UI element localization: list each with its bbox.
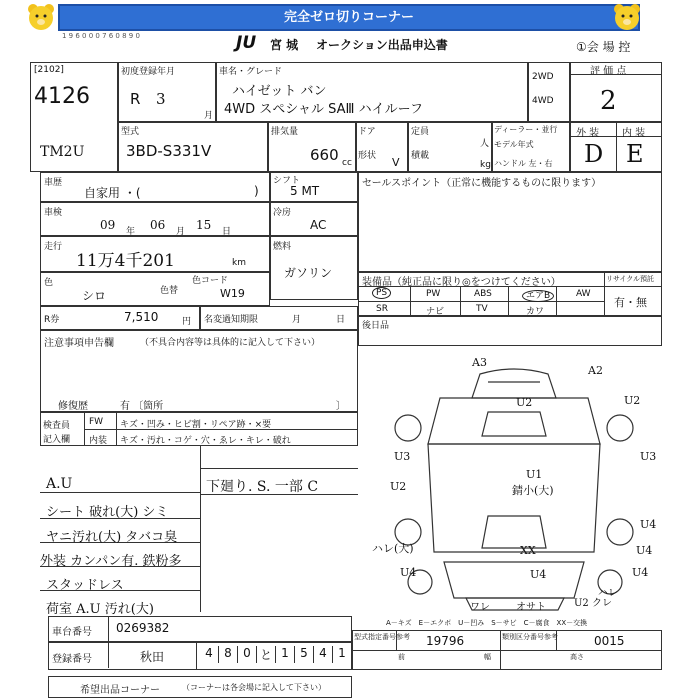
handle-label: ハンドル 左・右 bbox=[494, 159, 553, 168]
equip-pw: PW bbox=[426, 289, 441, 299]
org-name: 宮 城 bbox=[270, 38, 299, 52]
ticket-value: 7,510 bbox=[124, 310, 159, 324]
ticket-unit: 円 bbox=[182, 317, 192, 327]
first-reg-era: R bbox=[130, 90, 141, 108]
equip-airbag: エアB bbox=[522, 290, 554, 302]
displacement-value: 660 bbox=[310, 146, 339, 164]
ju-logo: JU bbox=[236, 33, 257, 53]
equip-abs: ABS bbox=[474, 289, 492, 299]
ticket-cell bbox=[40, 306, 200, 330]
type-label: 型式 bbox=[121, 127, 140, 137]
shape-value: V bbox=[392, 156, 400, 169]
inspection-year: 09 bbox=[100, 218, 116, 232]
capacity-label: 定員 bbox=[411, 127, 430, 137]
corner-label: 希望出品コーナー bbox=[80, 685, 160, 696]
fw-checklist: キズ・凹み・ヒビ割・リペア跡・×要 bbox=[120, 420, 272, 430]
inspector-label: 検査員 bbox=[43, 421, 71, 431]
ref-col: 前 bbox=[398, 653, 405, 661]
tax-label: 名変過知期限 bbox=[204, 315, 259, 325]
ref-col: 高さ bbox=[570, 653, 584, 661]
venue-copy: ①会 場 控 bbox=[576, 40, 631, 54]
color-change-label: 色替 bbox=[160, 286, 179, 296]
notice-note: （不具合内容等は具体的に記入して下さい） bbox=[140, 338, 321, 348]
damage-mark: ワレ bbox=[470, 602, 490, 613]
type-value: 3BD-S331V bbox=[126, 142, 212, 160]
plate-digit: 4 bbox=[200, 646, 219, 663]
shift-value: 5 MT bbox=[290, 184, 320, 198]
ref-col: 幅 bbox=[484, 653, 491, 661]
model-name: ハイゼット バン bbox=[232, 84, 327, 99]
load-label: 積載 bbox=[411, 151, 430, 161]
recycle-value: 有・無 bbox=[614, 296, 647, 309]
aircon-label: 冷房 bbox=[273, 208, 292, 218]
inspection-y: 年 bbox=[126, 227, 136, 237]
category-cell bbox=[40, 172, 270, 202]
inspection-day: 15 bbox=[196, 218, 212, 232]
drive-cell bbox=[528, 62, 570, 122]
damage-mark: U2 bbox=[390, 480, 407, 493]
fuel-label: 燃料 bbox=[273, 242, 292, 252]
fw-label: FW bbox=[89, 417, 104, 427]
plate-digit: 1 bbox=[338, 646, 346, 660]
shape-label: 形状 bbox=[358, 151, 377, 161]
corner-note: （コーナーは各会場に記入して下さい） bbox=[182, 683, 326, 692]
bear-mascot-icon bbox=[612, 2, 642, 32]
lot-number: 4126 bbox=[34, 84, 90, 109]
plate-digit: 4 bbox=[314, 646, 333, 663]
repair-label: 修復歴 bbox=[58, 401, 88, 412]
int-checklist: キズ・汚れ・コゲ・穴・ゑレ・キレ・破れ bbox=[120, 436, 291, 446]
notice-label: 注意事項申告欄 bbox=[44, 338, 114, 349]
tiny-digits: 1 9 6 0 0 0 7 6 0 8 9 0 bbox=[62, 32, 140, 40]
sales-label: セールスポイント（正常に機能するものに限ります） bbox=[362, 178, 602, 189]
lot-code: [2102] bbox=[34, 65, 64, 75]
mileage-label: 走行 bbox=[44, 242, 63, 252]
ref-value: 19796 bbox=[426, 634, 465, 648]
damage-mark: 錆小(大) bbox=[512, 484, 554, 497]
inspection-d: 日 bbox=[222, 227, 232, 237]
drive-4wd: 4WD bbox=[532, 96, 554, 106]
category-label: 車歴 bbox=[44, 178, 63, 188]
damage-mark: XX bbox=[520, 544, 536, 557]
plate-digits bbox=[200, 646, 351, 663]
chassis-value: 0269382 bbox=[116, 621, 170, 635]
damage-mark: A2 bbox=[588, 364, 603, 377]
inspection-month: 06 bbox=[150, 218, 166, 232]
bear-mascot-icon bbox=[26, 2, 56, 32]
int-grade: E bbox=[626, 140, 644, 168]
model-label: 車名・グレード bbox=[219, 67, 283, 77]
damage-mark: ハレ(大) bbox=[372, 542, 414, 555]
category-value: 自家用 ・( bbox=[84, 186, 141, 200]
displacement-unit: cc bbox=[342, 158, 352, 168]
displacement-label: 排気量 bbox=[271, 127, 299, 137]
aircon-value: AC bbox=[310, 218, 327, 232]
note-line: シート 破れ(大) シミ bbox=[46, 505, 169, 520]
first-reg-unit: 月 bbox=[204, 111, 214, 121]
repair-value: 有 〔箇所 bbox=[120, 401, 164, 412]
doors-label: ドア bbox=[358, 127, 376, 137]
damage-mark: U3 bbox=[394, 450, 411, 463]
damage-mark: U2 クレ bbox=[574, 598, 612, 609]
damage-mark: U4 bbox=[400, 566, 417, 579]
chassis-label: 車台番号 bbox=[52, 627, 92, 638]
inspector-label2: 記入欄 bbox=[43, 435, 71, 445]
banner: 完全ゼロ切りコーナー bbox=[58, 4, 640, 31]
damage-mark: U4 bbox=[640, 518, 657, 531]
load-unit: kg bbox=[480, 160, 491, 170]
recycle-label: リサイクル預託 bbox=[606, 275, 655, 283]
first-reg-year: 3 bbox=[156, 90, 166, 108]
damage-legend: A－キズ E－エクボ U－凹み S－サビ C－腐食 XX－交換 bbox=[386, 619, 588, 627]
rear-cell bbox=[358, 316, 662, 346]
ref-label: 型式指定番号参考 bbox=[354, 633, 410, 641]
plate-label: 登録番号 bbox=[52, 654, 92, 665]
damage-mark: U3 bbox=[640, 450, 657, 463]
note-line: A.U bbox=[46, 476, 73, 492]
capacity-unit: 人 bbox=[480, 139, 490, 149]
first-reg-label: 初度登録年月 bbox=[121, 67, 176, 77]
color-label: 色 bbox=[44, 278, 54, 288]
ticket-label: R券 bbox=[44, 315, 60, 325]
score-value: 2 bbox=[600, 86, 617, 116]
color-code-label: 色コード bbox=[192, 276, 229, 286]
damage-mark: U4 bbox=[636, 544, 653, 557]
tax-day: 日 bbox=[336, 315, 346, 325]
rear-label: 後日品 bbox=[362, 321, 390, 331]
plate-digit: と bbox=[257, 646, 276, 663]
color-code: W19 bbox=[220, 287, 245, 300]
plate-digit: 8 bbox=[219, 646, 238, 663]
inspection-label: 車検 bbox=[44, 208, 63, 218]
inspection-m: 月 bbox=[176, 227, 186, 237]
ext-label: 外 装 bbox=[576, 128, 600, 139]
damage-mark: ハレ bbox=[598, 588, 618, 599]
damage-mark: U2 bbox=[516, 396, 533, 409]
note-line: 外装 カンパン有. 鉄粉多 bbox=[40, 554, 182, 569]
plate-digit: 0 bbox=[238, 646, 257, 663]
color-value: シロ bbox=[82, 289, 107, 303]
equip-kawa: カワ bbox=[526, 307, 545, 317]
shift-label: シフト bbox=[273, 176, 301, 186]
plate-region: 秋田 bbox=[140, 650, 165, 664]
note-line: スタッドレス bbox=[46, 578, 124, 593]
int-check-label: 内装 bbox=[89, 436, 108, 446]
equip-tv: TV bbox=[476, 304, 488, 314]
category-close: ) bbox=[254, 184, 259, 198]
note-right: 下廻り. S. 一部 C bbox=[206, 479, 319, 495]
class-value: 0015 bbox=[594, 634, 625, 648]
damage-mark: オサト bbox=[516, 602, 546, 613]
note-line: ヤニ汚れ(大) タバコ臭 bbox=[46, 530, 178, 545]
score-label: 評 価 点 bbox=[590, 66, 627, 77]
mileage-value: 11万4千201 bbox=[76, 251, 175, 271]
equipment-label: 装備品（純正品に限り◎をつけてください） bbox=[362, 277, 561, 288]
note-line: 荷室 A.U 汚れ(大) bbox=[46, 602, 154, 617]
class-label: 類別区分番号参考 bbox=[502, 633, 558, 641]
equip-sr: SR bbox=[376, 304, 388, 314]
damage-mark: U2 bbox=[624, 394, 641, 407]
equip-ps: PS bbox=[372, 287, 391, 299]
damage-mark: U4 bbox=[530, 568, 547, 581]
model-grade: 4WD スペシャル SAⅢ ハイルーフ bbox=[224, 102, 423, 117]
fuel-value: ガソリン bbox=[284, 266, 333, 280]
model-year-label: モデル年式 bbox=[494, 140, 534, 149]
equip-aw: AW bbox=[576, 289, 591, 299]
damage-mark: A3 bbox=[472, 356, 487, 369]
form-title: オークション出品申込書 bbox=[316, 38, 448, 52]
repair-close: 〕 bbox=[336, 401, 346, 412]
plate-digit: 5 bbox=[295, 646, 314, 663]
handwritten-mark: TM2U bbox=[40, 144, 85, 160]
plate-digit: 1 bbox=[276, 646, 295, 663]
mileage-unit: km bbox=[232, 258, 246, 268]
dealer-label: ディーラー・並行 bbox=[494, 125, 558, 134]
damage-mark: U1 bbox=[526, 468, 543, 481]
ext-grade: D bbox=[584, 140, 604, 168]
chassis-cell bbox=[48, 616, 352, 642]
drive-2wd: 2WD bbox=[532, 72, 554, 82]
tax-month: 月 bbox=[292, 315, 302, 325]
damage-mark: U4 bbox=[632, 566, 649, 579]
int-label: 内 装 bbox=[622, 128, 646, 139]
equip-navi: ナビ bbox=[426, 307, 445, 317]
